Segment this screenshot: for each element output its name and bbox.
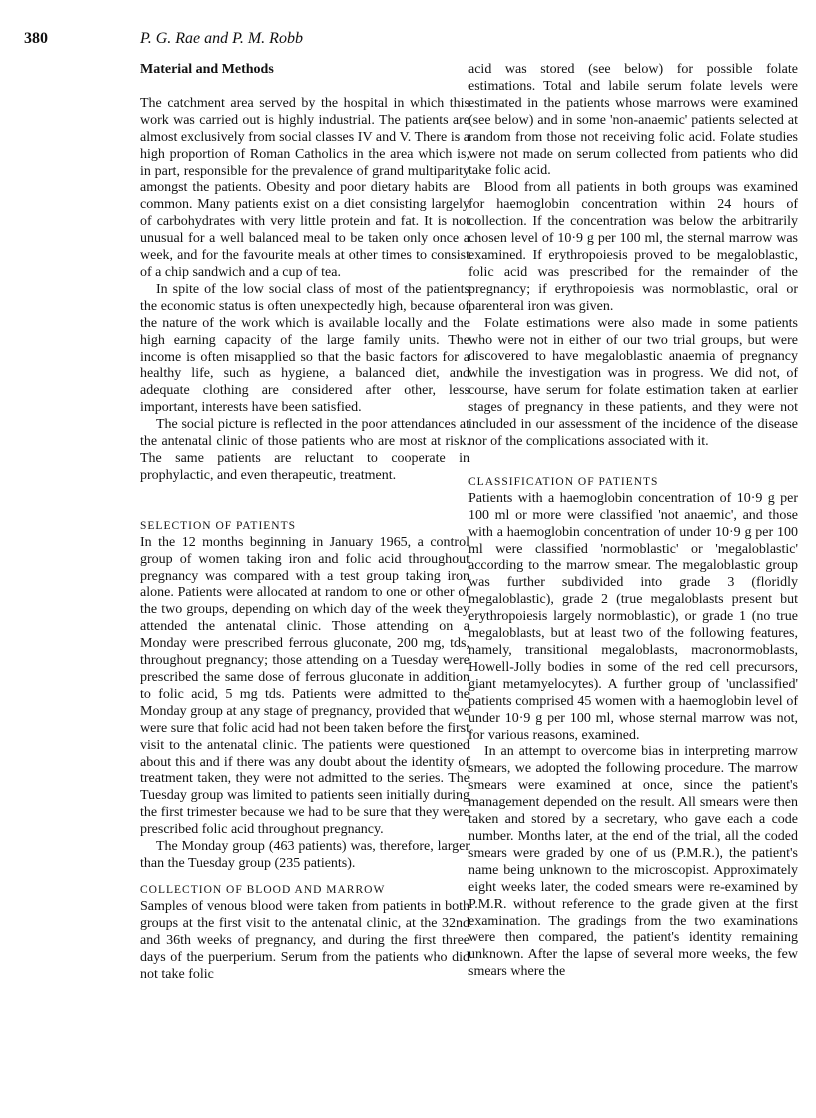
paragraph-monday-group: The Monday group (463 patients) was, therefore, larger than the Tuesday group (235 patients). bbox=[140, 839, 470, 871]
paragraph-catchment: The catchment area served by the hospital in which this work was carried out is highly industrial. The patients are almost exclusively from social classes IV and V. There is a high proportion of Roman Catholics in the area which is, in part, responsible for the prevalence of grand multiparity amongst the patients. Obesity and poor dietary habits are common. Many patients exist on a diet consisting largely of carbohydrates with very little protein and fat. It is not unusual for a well balanced meal to be taken only once a week, and for the favourite meals at other times to consist of a chip sandwich and a cup of tea. bbox=[140, 95, 470, 280]
subheading-classification-of-patients: CLASSIFICATION OF PATIENTS bbox=[468, 475, 659, 488]
paragraph-bias-procedure: In an attempt to overcome bias in interpreting marrow smears, we adopted the following procedure. The marrow smears were examined at once, since the patient's management depended on the result. All smears were then taken and stored by a secretary, who gave each a code number. Months later, at the end of the trial, all the coded smears were graded by one of us (P.M.R.), the patient's name being unknown to the microscopist. Approximately eight weeks later, the coded smears were re-examined by P.M.R. without reference to the grade given at the first examination. The gradings from the two examinations were then compared, the patient's identity remaining unknown. After the lapse of several more weeks, the few smears where the bbox=[468, 744, 798, 980]
paragraph-folate-estimations: Folate estimations were also made in some patients who were not in either of our two trial groups, but were discovered to have megaloblastic anaemia of pregnancy while the investigation was in progress. We did not, of course, have serum for folate estimation taken at earlier stages of pregnancy in these patients, and they were not included in our assessment of the incidence of the disease nor of the complications associated with it. bbox=[468, 315, 798, 449]
paragraph-selection: In the 12 months beginning in January 1965, a control group of women taking iron and folic acid throughout pregnancy was compared with a test group taking iron alone. Patients were allocated at random to one or other of the two groups, depending on which day of the week they attended the antenatal clinic. Those attending on a Monday were prescribed ferrous gluconate, 200 mg, tds, throughout pregnancy; those attending on a Tuesday were prescribed the same dose of ferrous gluconate in addition to folic acid, 5 mg tds. Patients were admitted to the Monday group at any stage of pregnancy, provided that we were sure that folic acid had not been taken before the first visit to the antenatal clinic. The patients were questioned about this and if there was any doubt about the identity of treatment taken, they were not admitted to the series. The Tuesday group was limited to patients seen initially during the first trimester because we had to be sure that they were prescribed folic acid throughout pregnancy. bbox=[140, 534, 470, 838]
left-column bbox=[140, 62, 470, 983]
paragraph-folate-storage: acid was stored (see below) for possible folate estimations. Total and labile serum folate levels were estimated in the patients whose marrows were examined (see below) and in some 'non-anaemic' patients selected at random from those not receiving folic acid. Folate studies were not made on serum collected from patients who did take folic acid. bbox=[468, 62, 798, 179]
running-head: P. G. Rae and P. M. Robb bbox=[140, 30, 303, 47]
paragraph-economic-status: In spite of the low social class of most of the patients the economic status is often unexpectedly high, because of the nature of the work which is available locally and the high earning capacity of the large family units. The income is often misapplied so that the basic factors for a healthy life, such as hygiene, a balanced diet, and adequate clothing are considered after other, less important, interests have been satisfied. bbox=[140, 281, 470, 416]
subheading-selection-of-patients: SELECTION OF PATIENTS bbox=[140, 519, 297, 532]
paragraph-social-picture: The social picture is reflected in the poor attendances at the antenatal clinic of those patients who are most at risk. The same patients are reluctant to cooperate in prophylactic, and even therapeutic, treatment. bbox=[140, 417, 470, 483]
paragraph-classification: Patients with a haemoglobin concentration of 10·9 g per 100 ml or more were classified 'not anaemic', and those with a haemoglobin concentration of under 10·9 g per 100 ml were classified 'normoblastic' or 'megaloblastic' according to the marrow smear. The megaloblastic group was further subdivided into grade 3 (floridly megaloblastic), grade 2 (true megaloblasts present but erythropoiesis largely normoblastic), or grade 1 (no true megaloblasts, but at least two of the following features, namely, transitional megaloblasts, macronormoblasts, Howell-Jolly bodies in some of the red cell precursors, giant metamyelocytes). A further group of 'unclassified' patients comprised 45 women with a haemoglobin level of under 10·9 g per 100 ml, whose sternal marrow was not, for various reasons, examined. bbox=[468, 490, 798, 743]
paragraph-collection: Samples of venous blood were taken from patients in both groups at the first visit to the antenatal clinic, at the 32nd and 36th weeks of pregnancy, and during the first three days of the puerperium. Serum from the patients who did not take folic bbox=[140, 898, 470, 982]
right-column bbox=[468, 62, 798, 981]
paragraph-haemoglobin-exam: Blood from all patients in both groups was examined for haemoglobin concentration within 24 hours of collection. If the concentration was below the arbitrarily chosen level of 10·9 g per 100 ml, the sternal marrow was examined. If erythropoiesis proved to be megaloblastic, folic acid was prescribed for the remainder of the pregnancy; if erythropoiesis was normoblastic, oral or parenteral iron was given. bbox=[468, 180, 798, 314]
page-number: 380 bbox=[24, 30, 48, 47]
section-heading-material-methods: Material and Methods bbox=[140, 62, 274, 77]
subheading-collection-blood-marrow: COLLECTION OF BLOOD AND MARROW bbox=[140, 883, 386, 896]
